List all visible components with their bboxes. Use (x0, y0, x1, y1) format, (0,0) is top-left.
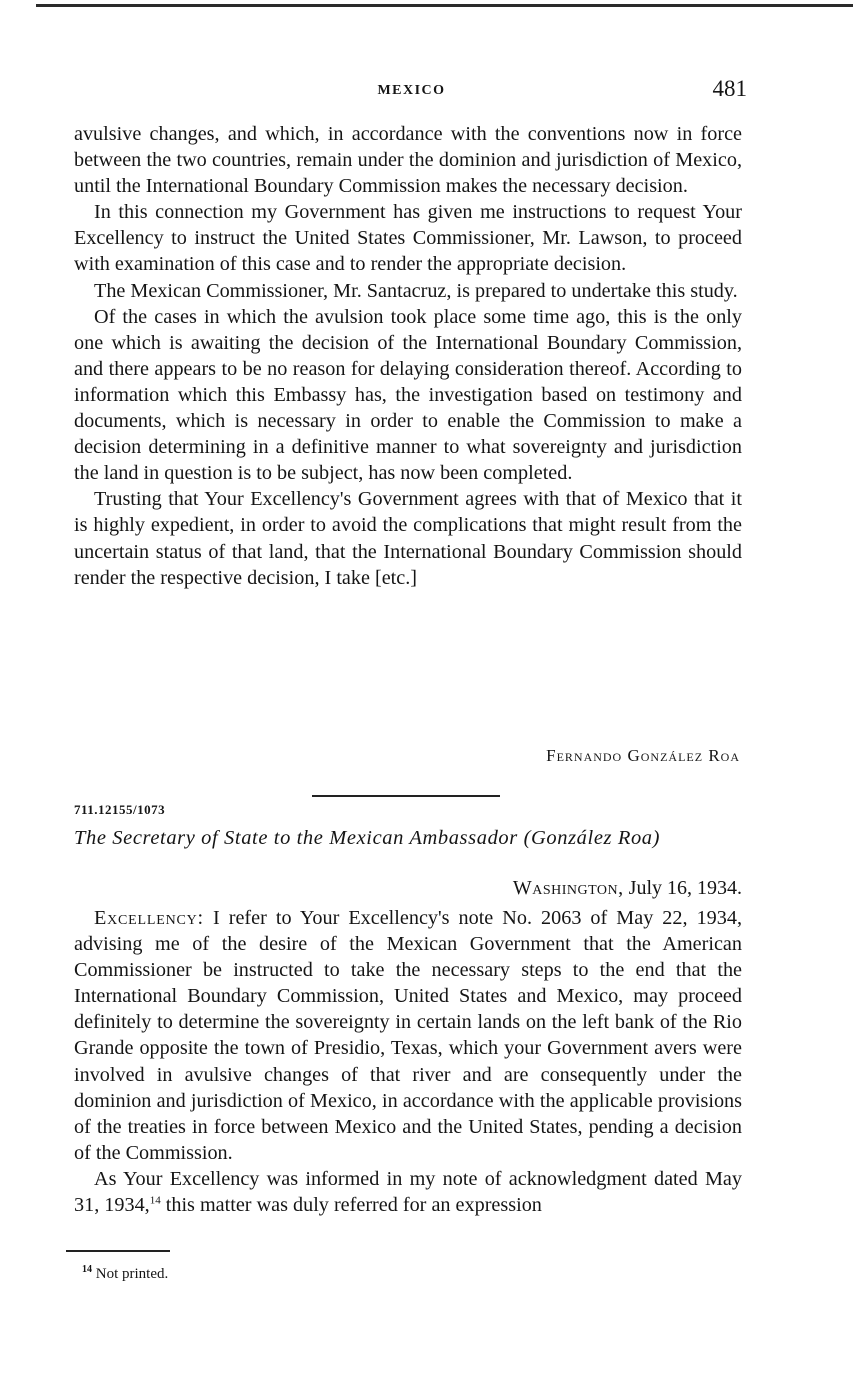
letter-body (74, 905, 742, 1218)
running-head (0, 76, 853, 102)
top-border-rule (36, 4, 853, 7)
paragraph: Trusting that Your Excellency's Government agrees with that of Mexico that it is highly expedient, in order to avoid the complications that might result from the uncertain status of that land, that the International Boundary Commission should render the respective decision, I take [etc.] (74, 488, 742, 589)
paragraph-text: I refer to Your Excellency's note No. 2063 of May 22, 1934, advising me of the desire of the Mexican Government that the American Commissioner be instructed to take the necessary steps to the end that the International Boundary Commission, United States and Mexico, may proceed definitely to determine the sovereignty in certain lands on the left bank of the Rio Grande opposite the town of Presidio, Texas, which your Government avers were involved in avulsive changes of that river and are consequently under the dominion and jurisdiction of Mexico, in accordance with the applicable provisions of the treaties in force between Mexico and the United States, pending a decision of the Commission. (74, 907, 742, 1164)
paragraph: Of the cases in which the avulsion took place some time ago, this is the only one which is awaiting the decision of the International Boundary Commission, and there appears to be no reason for delaying consideration thereof. According to information which this Embassy has, the investigation based on testimony and documents, which is necessary in order to enable the Commission to make a decision determining in a definitive manner to what sovereignty and jurisdiction the land in question is to be subject, has now been completed. (74, 305, 742, 485)
footnote-marker: 14 (82, 1264, 92, 1275)
paragraph (74, 1166, 742, 1218)
section-divider (312, 795, 500, 797)
paragraph (74, 905, 742, 1166)
footnote (82, 1266, 168, 1283)
dateline-place: Washington, (512, 877, 624, 899)
running-title: MEXICO (377, 83, 446, 98)
signature: Fernando González Roa (546, 746, 740, 765)
document-heading: The Secretary of State to the Mexican Ambassador (González Roa) (74, 827, 661, 849)
file-number: 711.12155/1073 (74, 802, 166, 817)
dateline-date: July 16, 1934. (623, 877, 742, 899)
footnote-text: Not printed. (92, 1266, 169, 1282)
paragraph: avulsive changes, and which, in accordance with the conventions now in force between the two countries, remain under the dominion and jurisdiction of Mexico, until the International Boundary Commission makes the necessary decision. (74, 123, 742, 198)
letter-continuation (74, 121, 742, 591)
paragraph-text: this matter was duly referred for an expression (160, 1194, 542, 1217)
paragraph: The Mexican Commissioner, Mr. Santacruz, is prepared to undertake this study. (94, 279, 738, 302)
footnote-reference[interactable]: 14 (149, 1194, 161, 1207)
dateline (513, 877, 742, 900)
salutation: Excellency: (94, 907, 204, 929)
paragraph-text: As Your Excellency was informed in my note of acknowledgment dated May 31, 1934, (74, 1167, 742, 1217)
page-number: 481 (712, 76, 747, 101)
paragraph: In this connection my Government has given me instructions to request Your Excellency to instruct the United States Commissioner, Mr. Lawson, to proceed with examination of this case and to render the appropriate decision. (74, 201, 742, 276)
footnote-rule (66, 1250, 170, 1252)
